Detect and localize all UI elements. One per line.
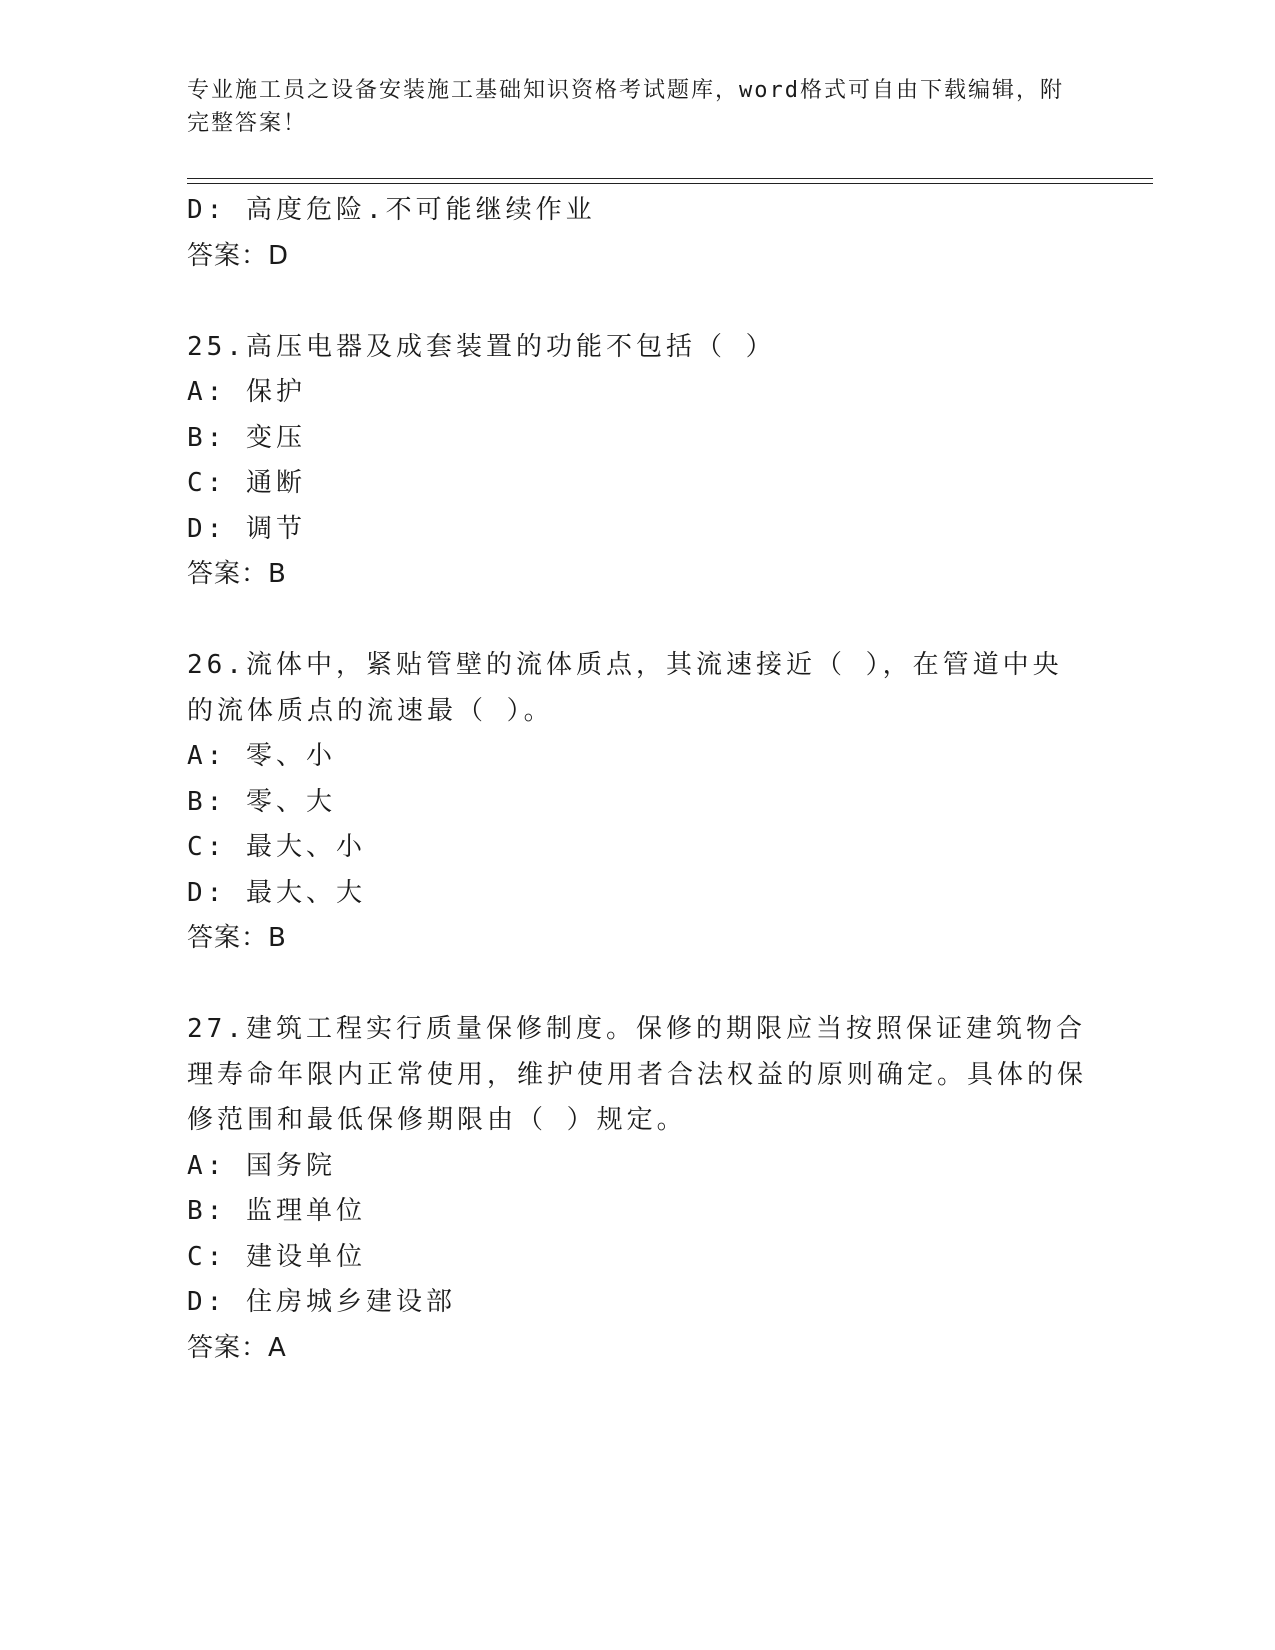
question-27 bbox=[187, 1007, 1087, 1371]
option-a: A: 保护 bbox=[187, 377, 306, 407]
answer: 答案：B bbox=[187, 923, 287, 953]
carryover-answer: 答案：D bbox=[187, 240, 290, 271]
option-d: D: 住房城乡建设部 bbox=[187, 1287, 456, 1317]
spacer bbox=[187, 598, 1087, 644]
question-25 bbox=[187, 325, 1087, 598]
answer: 答案：A bbox=[187, 1332, 287, 1363]
question-stem: 27.建筑工程实行质量保修制度。保修的期限应当按照保证建筑物合理寿命年限内正常使用，维护使用者合法权益的原则确定。具体的保修范围和最低保修期限由（ ）规定。 bbox=[187, 1014, 1088, 1135]
header-divider bbox=[187, 178, 1153, 179]
option-c: C: 通断 bbox=[187, 468, 306, 498]
option-a: A: 零、小 bbox=[187, 741, 336, 771]
option-b: B: 变压 bbox=[187, 422, 306, 453]
spacer bbox=[187, 962, 1087, 1008]
question-stem: 26.流体中，紧贴管壁的流体质点，其流速接近（ ），在管道中央的流体质点的流速最（ ）。 bbox=[187, 650, 1063, 726]
spacer bbox=[187, 279, 1087, 325]
option-c: C: 建设单位 bbox=[187, 1241, 366, 1272]
question-stem: 25.高压电器及成套装置的功能不包括（ ） bbox=[187, 331, 776, 362]
option-d: D: 调节 bbox=[187, 513, 306, 544]
option-d: D: 最大、大 bbox=[187, 877, 366, 908]
question-26 bbox=[187, 643, 1087, 962]
answer: 答案：B bbox=[187, 559, 287, 589]
option-b: B: 零、大 bbox=[187, 786, 336, 817]
carryover-option-d: D: 高度危险.不可能继续作业 bbox=[187, 195, 596, 225]
option-a: A: 国务院 bbox=[187, 1150, 336, 1181]
document-header: 专业施工员之设备安装施工基础知识资格考试题库，word格式可自由下载编辑，附完整答案！ bbox=[187, 78, 1064, 136]
option-b: B: 监理单位 bbox=[187, 1196, 366, 1226]
header-divider-second bbox=[187, 183, 1153, 184]
question-content bbox=[187, 188, 1087, 1371]
option-c: C: 最大、小 bbox=[187, 832, 366, 862]
